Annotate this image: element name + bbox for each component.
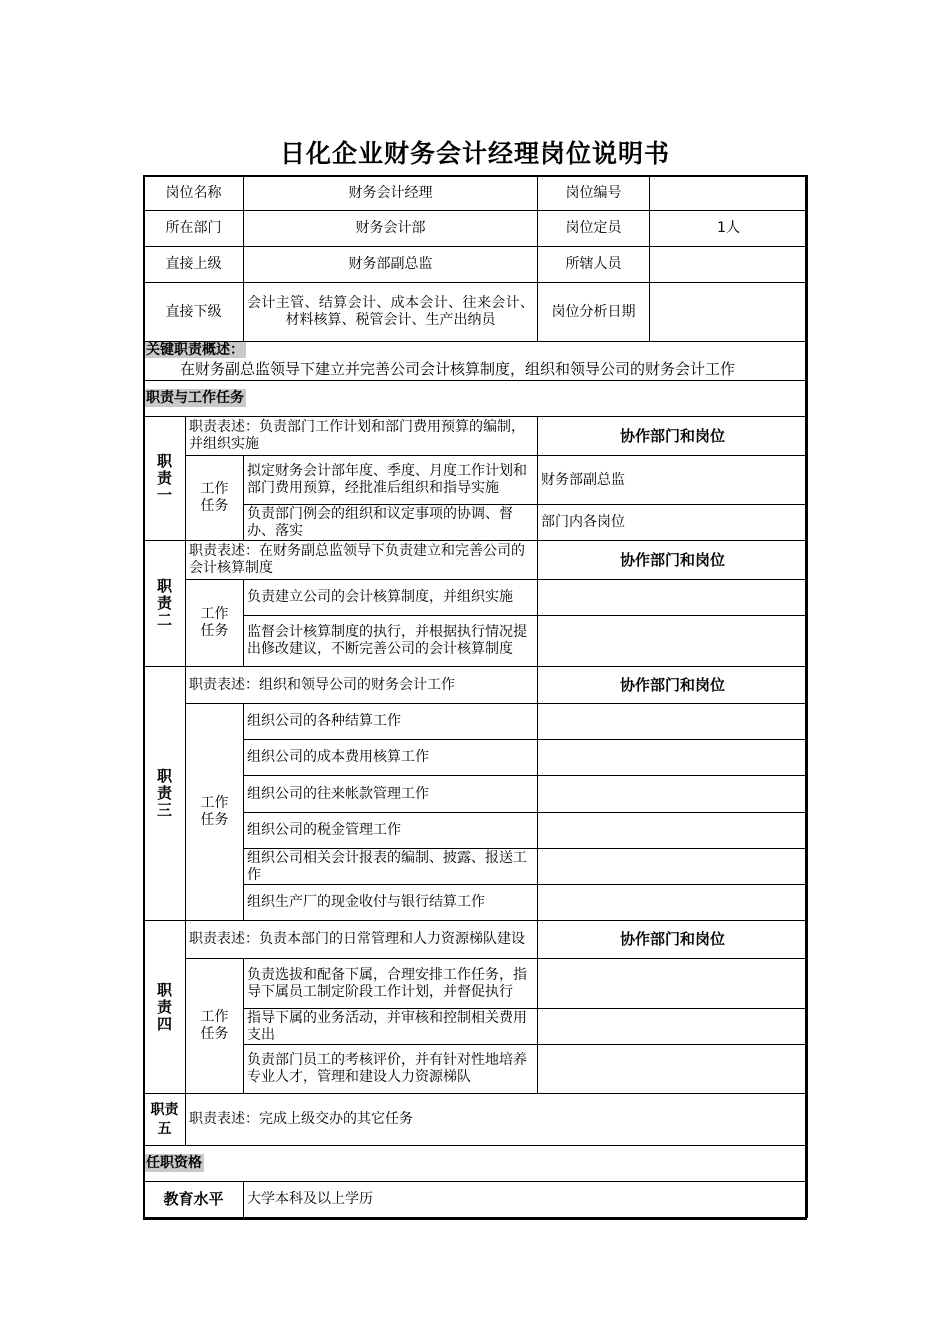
duty-3-statement-row <box>144 667 808 704</box>
duty-2-statement-row <box>144 541 808 580</box>
duty-2-tasks-label: 工作任务 <box>186 580 244 667</box>
superior-value: 财务部副总监 <box>244 247 538 283</box>
duty-2-task-2-collab <box>538 616 808 667</box>
education-value: 大学本科及以上学历 <box>244 1182 808 1218</box>
task-row <box>144 740 808 776</box>
duty-3-task-5: 组织公司相关会计报表的编制、披露、报送工作 <box>244 849 538 885</box>
duty-2-task-1-collab <box>538 580 808 616</box>
headcount-label: 岗位定员 <box>538 211 650 247</box>
headcount-value: 1人 <box>650 211 808 247</box>
row-summary-text <box>144 360 808 381</box>
analysis-date-label: 岗位分析日期 <box>538 283 650 342</box>
duty-2-label: 职责二 <box>144 541 186 667</box>
duty-4-statement: 职责表述：负责本部门的日常管理和人力资源梯队建设 <box>186 921 538 959</box>
duty-3-task-3: 组织公司的往来帐款管理工作 <box>244 776 538 813</box>
task-row <box>144 959 808 1009</box>
duty-1-statement-row <box>144 417 808 456</box>
task-row <box>144 1009 808 1045</box>
duty-3-statement: 职责表述：组织和领导公司的财务会计工作 <box>186 667 538 704</box>
post-name-label: 岗位名称 <box>144 176 244 211</box>
summary-text: 在财务副总监领导下建立并完善公司会计核算制度，组织和领导公司的财务会计工作 <box>144 360 808 381</box>
document-title: 日化企业财务会计经理岗位说明书 <box>279 139 670 168</box>
department-value: 财务会计部 <box>244 211 538 247</box>
duty-3-task-1: 组织公司的各种结算工作 <box>244 704 538 740</box>
post-name-value: 财务会计经理 <box>244 176 538 211</box>
subordinate-value: 会计主管、结算会计、成本会计、往来会计、材料核算、税管会计、生产出纳员 <box>244 283 538 342</box>
duty-3-task-3-collab <box>538 776 808 813</box>
row-department <box>144 211 808 247</box>
department-label: 所在部门 <box>144 211 244 247</box>
duty-3-task-4-collab <box>538 813 808 849</box>
qualifications-heading: 任职资格 <box>146 1155 202 1171</box>
task-row <box>144 456 808 505</box>
duty-2-statement: 职责表述：在财务副总监领导下负责建立和完善公司的会计核算制度 <box>186 541 538 580</box>
duty-4-task-2: 指导下属的业务活动，并审核和控制相关费用支出 <box>244 1009 538 1045</box>
duty-1-task-1: 拟定财务会计部年度、季度、月度工作计划和部门费用预算，经批准后组织和指导实施 <box>244 456 538 505</box>
duty-3-task-6-collab <box>538 885 808 921</box>
duty-1-collab-header: 协作部门和岗位 <box>538 417 808 456</box>
row-post-name <box>144 176 808 211</box>
task-row <box>144 505 808 541</box>
row-qualifications-heading <box>144 1146 808 1182</box>
duty-3-task-5-collab <box>538 849 808 885</box>
duty-3-task-6: 组织生产厂的现金收付与银行结算工作 <box>244 885 538 921</box>
task-row <box>144 849 808 885</box>
task-row <box>144 704 808 740</box>
task-row <box>144 776 808 813</box>
duty-5-row <box>144 1094 808 1146</box>
duty-2-task-2: 监督会计核算制度的执行，并根据执行情况提出修改建议，不断完善公司的会计核算制度 <box>244 616 538 667</box>
jurisdiction-value <box>650 247 808 283</box>
job-description-table <box>143 175 808 1218</box>
duty-2-task-1: 负责建立公司的会计核算制度，并组织实施 <box>244 580 538 616</box>
duty-4-task-1: 负责选拔和配备下属，合理安排工作任务，指导下属员工制定阶段工作计划，并督促执行 <box>244 959 538 1009</box>
jurisdiction-label: 所辖人员 <box>538 247 650 283</box>
duty-4-task-1-collab <box>538 959 808 1009</box>
duty-3-tasks-label: 工作任务 <box>186 704 244 921</box>
duty-4-label: 职责四 <box>144 921 186 1094</box>
duty-5-statement: 职责表述：完成上级交办的其它任务 <box>186 1094 808 1146</box>
duty-3-task-2: 组织公司的成本费用核算工作 <box>244 740 538 776</box>
post-code-value <box>650 176 808 211</box>
education-label: 教育水平 <box>144 1182 244 1218</box>
duty-1-label: 职责一 <box>144 417 186 541</box>
duty-1-task-2: 负责部门例会的组织和议定事项的协调、督办、落实 <box>244 505 538 541</box>
row-superior <box>144 247 808 283</box>
duty-3-label: 职责三 <box>144 667 186 921</box>
row-education <box>144 1182 808 1218</box>
duty-4-collab-header: 协作部门和岗位 <box>538 921 808 959</box>
duties-heading: 职责与工作任务 <box>146 390 244 406</box>
duty-4-tasks-label: 工作任务 <box>186 959 244 1094</box>
duty-1-task-1-collab: 财务部副总监 <box>538 456 808 505</box>
duty-3-collab-header: 协作部门和岗位 <box>538 667 808 704</box>
duty-1-statement: 职责表述：负责部门工作计划和部门费用预算的编制，并组织实施 <box>186 417 538 456</box>
task-row <box>144 616 808 667</box>
duty-3-task-2-collab <box>538 740 808 776</box>
summary-heading: 关键职责概述： <box>146 342 244 359</box>
duty-4-task-3: 负责部门员工的考核评价，并有针对性地培养专业人才，管理和建设人力资源梯队 <box>244 1045 538 1094</box>
superior-label: 直接上级 <box>144 247 244 283</box>
subordinate-label: 直接下级 <box>144 283 244 342</box>
analysis-date-value <box>650 283 808 342</box>
task-row <box>144 885 808 921</box>
duty-4-task-2-collab <box>538 1009 808 1045</box>
duty-3-task-4: 组织公司的税金管理工作 <box>244 813 538 849</box>
duty-4-task-3-collab <box>538 1045 808 1094</box>
duty-1-tasks-label: 工作任务 <box>186 456 244 541</box>
duty-3-task-1-collab <box>538 704 808 740</box>
duty-1-task-2-collab: 部门内各岗位 <box>538 505 808 541</box>
row-summary-heading <box>144 342 808 360</box>
task-row <box>144 813 808 849</box>
row-subordinate <box>144 283 808 342</box>
task-row <box>144 1045 808 1094</box>
duty-4-statement-row <box>144 921 808 959</box>
duty-2-collab-header: 协作部门和岗位 <box>538 541 808 580</box>
duty-5-label: 职责五 <box>144 1094 186 1146</box>
task-row <box>144 580 808 616</box>
row-duties-heading <box>144 381 808 417</box>
post-code-label: 岗位编号 <box>538 176 650 211</box>
